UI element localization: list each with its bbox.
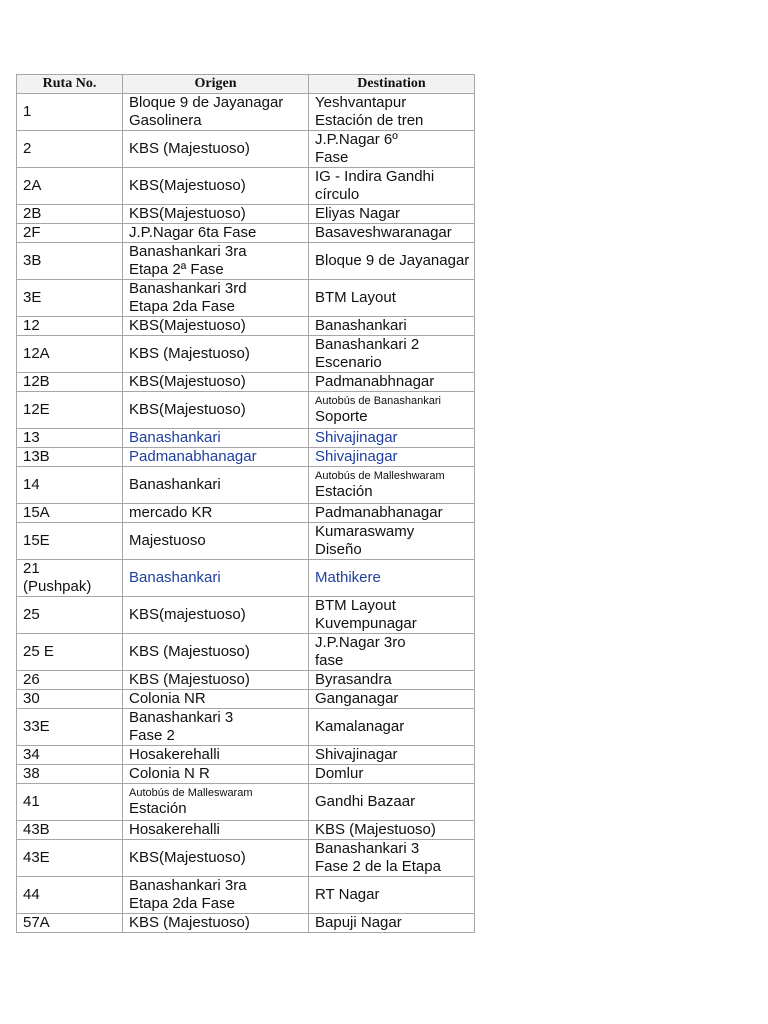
destination-cell-line: Padmanabhanagar	[315, 504, 443, 521]
table-row	[17, 94, 475, 131]
origin-cell	[123, 746, 309, 765]
route-cell-line: 57A	[23, 914, 50, 931]
route-cell	[17, 243, 123, 280]
destination-cell-line: Estación	[315, 483, 373, 500]
route-cell-line: 3E	[23, 289, 42, 306]
table-row	[17, 336, 475, 373]
table-row	[17, 224, 475, 243]
destination-cell-line: círculo	[315, 186, 360, 203]
origin-cell	[123, 523, 309, 560]
destination-cell-line: Soporte	[315, 408, 368, 425]
destination-cell	[309, 224, 475, 243]
table-row	[17, 634, 475, 671]
destination-cell	[309, 877, 475, 914]
destination-cell-line: Kumaraswamy	[315, 523, 415, 540]
origin-cell	[123, 504, 309, 523]
destination-cell	[309, 709, 475, 746]
route-cell-line: 3B	[23, 252, 42, 269]
origin-cell	[123, 224, 309, 243]
route-cell	[17, 746, 123, 765]
origin-cell	[123, 205, 309, 224]
origin-cell-line: KBS(Majestuoso)	[129, 205, 246, 222]
destination-cell-line: RT Nagar	[315, 886, 380, 903]
route-cell	[17, 690, 123, 709]
route-cell-line: 30	[23, 690, 40, 707]
destination-cell-line: Fase 2 de la Etapa	[315, 858, 441, 875]
route-cell	[17, 205, 123, 224]
table-row	[17, 317, 475, 336]
route-cell	[17, 671, 123, 690]
table-row	[17, 467, 475, 504]
destination-cell	[309, 317, 475, 336]
origin-cell-line: Etapa 2da Fase	[129, 895, 235, 912]
route-cell-line: 2B	[23, 205, 42, 222]
destination-cell-line: Yeshvantapur	[315, 94, 407, 111]
origin-cell	[123, 448, 309, 467]
destination-cell-line: Ganganagar	[315, 690, 399, 707]
table-row	[17, 373, 475, 392]
route-cell	[17, 224, 123, 243]
origin-cell-line: Etapa 2ª Fase	[129, 261, 224, 278]
table-row	[17, 504, 475, 523]
destination-cell	[309, 429, 475, 448]
origin-cell-line: KBS (Majestuoso)	[129, 140, 250, 157]
destination-cell-line: Shivajinagar	[315, 746, 398, 763]
route-cell-line: 44	[23, 886, 40, 903]
origin-cell-line: KBS (Majestuoso)	[129, 914, 250, 931]
destination-cell-line: Gandhi Bazaar	[315, 793, 416, 810]
route-cell-line: 2F	[23, 224, 41, 241]
destination-cell-line: Padmanabhnagar	[315, 373, 435, 390]
route-cell-line: 25	[23, 606, 40, 623]
destination-cell	[309, 131, 475, 168]
destination-cell	[309, 784, 475, 821]
origin-cell	[123, 560, 309, 597]
destination-cell-line: Byrasandra	[315, 671, 392, 688]
table-row	[17, 560, 475, 597]
origin-cell-line: Colonia NR	[129, 690, 206, 707]
origin-cell	[123, 671, 309, 690]
destination-cell	[309, 205, 475, 224]
destination-cell	[309, 765, 475, 784]
origin-cell	[123, 94, 309, 131]
destination-cell	[309, 94, 475, 131]
route-cell-line: 13	[23, 429, 40, 446]
table-row	[17, 523, 475, 560]
header-route: Ruta No.	[17, 75, 123, 94]
destination-cell	[309, 280, 475, 317]
origin-cell	[123, 709, 309, 746]
route-table	[16, 74, 475, 933]
route-cell-line: 12E	[23, 401, 50, 418]
route-cell	[17, 392, 123, 429]
table-row	[17, 429, 475, 448]
route-cell-line: 12	[23, 317, 40, 334]
table-body	[17, 94, 475, 933]
table-row	[17, 690, 475, 709]
destination-cell-line: Banashankari 2	[315, 336, 420, 353]
destination-cell	[309, 336, 475, 373]
destination-cell	[309, 560, 475, 597]
destination-cell	[309, 634, 475, 671]
route-cell	[17, 280, 123, 317]
route-cell	[17, 504, 123, 523]
destination-cell-line: J.P.Nagar 3ro	[315, 634, 406, 651]
origin-cell	[123, 429, 309, 448]
destination-cell	[309, 373, 475, 392]
table-row	[17, 784, 475, 821]
destination-cell	[309, 597, 475, 634]
origin-cell	[123, 467, 309, 504]
destination-cell	[309, 840, 475, 877]
origin-cell	[123, 914, 309, 933]
origin-cell-line: Banashankari	[129, 429, 221, 446]
origin-cell-line: Banashankari 3ra	[129, 877, 247, 894]
header-destination: Destination	[309, 75, 475, 94]
origin-cell-line: Majestuoso	[129, 532, 206, 549]
header-origin: Origen	[123, 75, 309, 94]
route-cell	[17, 523, 123, 560]
destination-cell-line: Basaveshwaranagar	[315, 224, 452, 241]
table-row	[17, 840, 475, 877]
destination-cell-line: Eliyas Nagar	[315, 205, 401, 222]
table-row	[17, 280, 475, 317]
route-cell	[17, 94, 123, 131]
table-row	[17, 914, 475, 933]
origin-cell-line: Fase 2	[129, 727, 175, 744]
origin-cell-line: KBS (Majestuoso)	[129, 345, 250, 362]
route-cell-line: 12B	[23, 373, 50, 390]
route-cell	[17, 467, 123, 504]
route-cell	[17, 429, 123, 448]
origin-cell-line: Etapa 2da Fase	[129, 298, 235, 315]
destination-cell-line: BTM Layout	[315, 289, 396, 306]
route-cell	[17, 373, 123, 392]
table-row	[17, 671, 475, 690]
route-cell-line: 2	[23, 140, 32, 157]
destination-cell	[309, 392, 475, 429]
origin-cell-line: Padmanabhanagar	[129, 448, 257, 465]
destination-cell	[309, 504, 475, 523]
destination-cell	[309, 746, 475, 765]
destination-cell-line: Domlur	[315, 765, 364, 782]
route-cell-line: 15E	[23, 532, 50, 549]
destination-cell-line: KBS (Majestuoso)	[315, 821, 436, 838]
route-cell	[17, 709, 123, 746]
destination-cell-note: Autobús de Malleshwaram	[315, 470, 445, 482]
route-cell	[17, 168, 123, 205]
origin-cell	[123, 877, 309, 914]
destination-cell-line: Shivajinagar	[315, 429, 398, 446]
destination-cell-line: Kamalanagar	[315, 718, 405, 735]
destination-cell-line: fase	[315, 652, 344, 669]
route-cell-line: 34	[23, 746, 40, 763]
destination-cell-line: BTM Layout	[315, 597, 396, 614]
origin-cell	[123, 243, 309, 280]
destination-cell-line: IG - Indira Gandhi	[315, 168, 435, 185]
destination-cell-line: Fase	[315, 149, 349, 166]
destination-cell	[309, 671, 475, 690]
origin-cell-line: mercado KR	[129, 504, 213, 521]
origin-cell-line: Hosakerehalli	[129, 746, 220, 763]
destination-cell-line: Banashankari	[315, 317, 407, 334]
table-row	[17, 205, 475, 224]
route-cell	[17, 317, 123, 336]
destination-cell	[309, 448, 475, 467]
origin-cell-line: Colonia N R	[129, 765, 210, 782]
origin-cell-line: KBS(majestuoso)	[129, 606, 246, 623]
route-cell	[17, 821, 123, 840]
route-cell-line: 15A	[23, 504, 50, 521]
origin-cell-note: Autobús de Malleswaram	[129, 787, 253, 799]
origin-cell	[123, 392, 309, 429]
route-cell-line: 41	[23, 793, 40, 810]
origin-cell-line: Banashankari 3ra	[129, 243, 247, 260]
table-row	[17, 448, 475, 467]
route-cell	[17, 597, 123, 634]
origin-cell-line: KBS(Majestuoso)	[129, 401, 246, 418]
destination-cell	[309, 690, 475, 709]
route-cell	[17, 765, 123, 784]
origin-cell-line: J.P.Nagar 6ta Fase	[129, 224, 257, 241]
table-row	[17, 243, 475, 280]
table-row	[17, 131, 475, 168]
origin-cell-line: Estación	[129, 800, 187, 817]
destination-cell	[309, 821, 475, 840]
route-cell	[17, 784, 123, 821]
route-cell-line: 21	[23, 560, 40, 577]
destination-cell	[309, 523, 475, 560]
origin-cell	[123, 597, 309, 634]
route-cell-line: 13B	[23, 448, 50, 465]
origin-cell-line: Gasolinera	[129, 112, 202, 129]
origin-cell	[123, 131, 309, 168]
origin-cell	[123, 840, 309, 877]
origin-cell-line: KBS (Majestuoso)	[129, 671, 250, 688]
table-row	[17, 709, 475, 746]
destination-cell	[309, 243, 475, 280]
destination-cell-note: Autobús de Banashankari	[315, 395, 441, 407]
route-cell	[17, 840, 123, 877]
origin-cell-line: Hosakerehalli	[129, 821, 220, 838]
table-row	[17, 597, 475, 634]
destination-cell	[309, 914, 475, 933]
destination-cell-line: Estación de tren	[315, 112, 424, 129]
origin-cell-line: Banashankari 3	[129, 709, 234, 726]
route-cell-line: 43B	[23, 821, 50, 838]
route-cell	[17, 877, 123, 914]
route-cell-line: 33E	[23, 718, 50, 735]
destination-cell-line: Mathikere	[315, 569, 381, 586]
origin-cell-line: KBS(Majestuoso)	[129, 373, 246, 390]
route-cell-line: 38	[23, 765, 40, 782]
destination-cell-line: Escenario	[315, 354, 382, 371]
origin-cell	[123, 336, 309, 373]
origin-cell-line: KBS(Majestuoso)	[129, 317, 246, 334]
destination-cell-line: Diseño	[315, 541, 362, 558]
origin-cell-line: KBS (Majestuoso)	[129, 643, 250, 660]
destination-cell	[309, 168, 475, 205]
origin-cell	[123, 634, 309, 671]
origin-cell	[123, 784, 309, 821]
route-cell	[17, 336, 123, 373]
destination-cell-line: Bapuji Nagar	[315, 914, 402, 931]
destination-cell-line: J.P.Nagar 6º	[315, 131, 398, 148]
route-cell-line: 14	[23, 476, 40, 493]
origin-cell	[123, 821, 309, 840]
route-cell-line: 43E	[23, 849, 50, 866]
route-cell-line: 1	[23, 103, 32, 120]
origin-cell	[123, 168, 309, 205]
destination-cell-line: Banashankari 3	[315, 840, 420, 857]
origin-cell	[123, 690, 309, 709]
origin-cell-line: Banashankari 3rd	[129, 280, 247, 297]
origin-cell-line: Banashankari	[129, 476, 221, 493]
table-row	[17, 392, 475, 429]
origin-cell	[123, 280, 309, 317]
origin-cell	[123, 373, 309, 392]
route-cell-line: 26	[23, 671, 40, 688]
route-cell	[17, 634, 123, 671]
route-cell-line: 12A	[23, 345, 50, 362]
route-cell	[17, 914, 123, 933]
route-cell	[17, 448, 123, 467]
origin-cell-line: KBS(Majestuoso)	[129, 849, 246, 866]
table-row	[17, 168, 475, 205]
destination-cell-line: Shivajinagar	[315, 448, 398, 465]
header-row	[17, 75, 475, 94]
origin-cell	[123, 765, 309, 784]
route-cell-line: (Pushpak)	[23, 578, 92, 595]
table-row	[17, 821, 475, 840]
route-cell	[17, 560, 123, 597]
route-cell-line: 25 E	[23, 643, 54, 660]
destination-cell-line: Kuvempunagar	[315, 615, 417, 632]
destination-cell-line: Bloque 9 de Jayanagar	[315, 252, 470, 269]
table-row	[17, 746, 475, 765]
route-cell-line: 2A	[23, 177, 42, 194]
destination-cell	[309, 467, 475, 504]
table-row	[17, 765, 475, 784]
origin-cell-line: KBS(Majestuoso)	[129, 177, 246, 194]
table-row	[17, 877, 475, 914]
origin-cell-line: Banashankari	[129, 569, 221, 586]
origin-cell	[123, 317, 309, 336]
origin-cell-line: Bloque 9 de Jayanagar	[129, 94, 284, 111]
route-cell	[17, 131, 123, 168]
